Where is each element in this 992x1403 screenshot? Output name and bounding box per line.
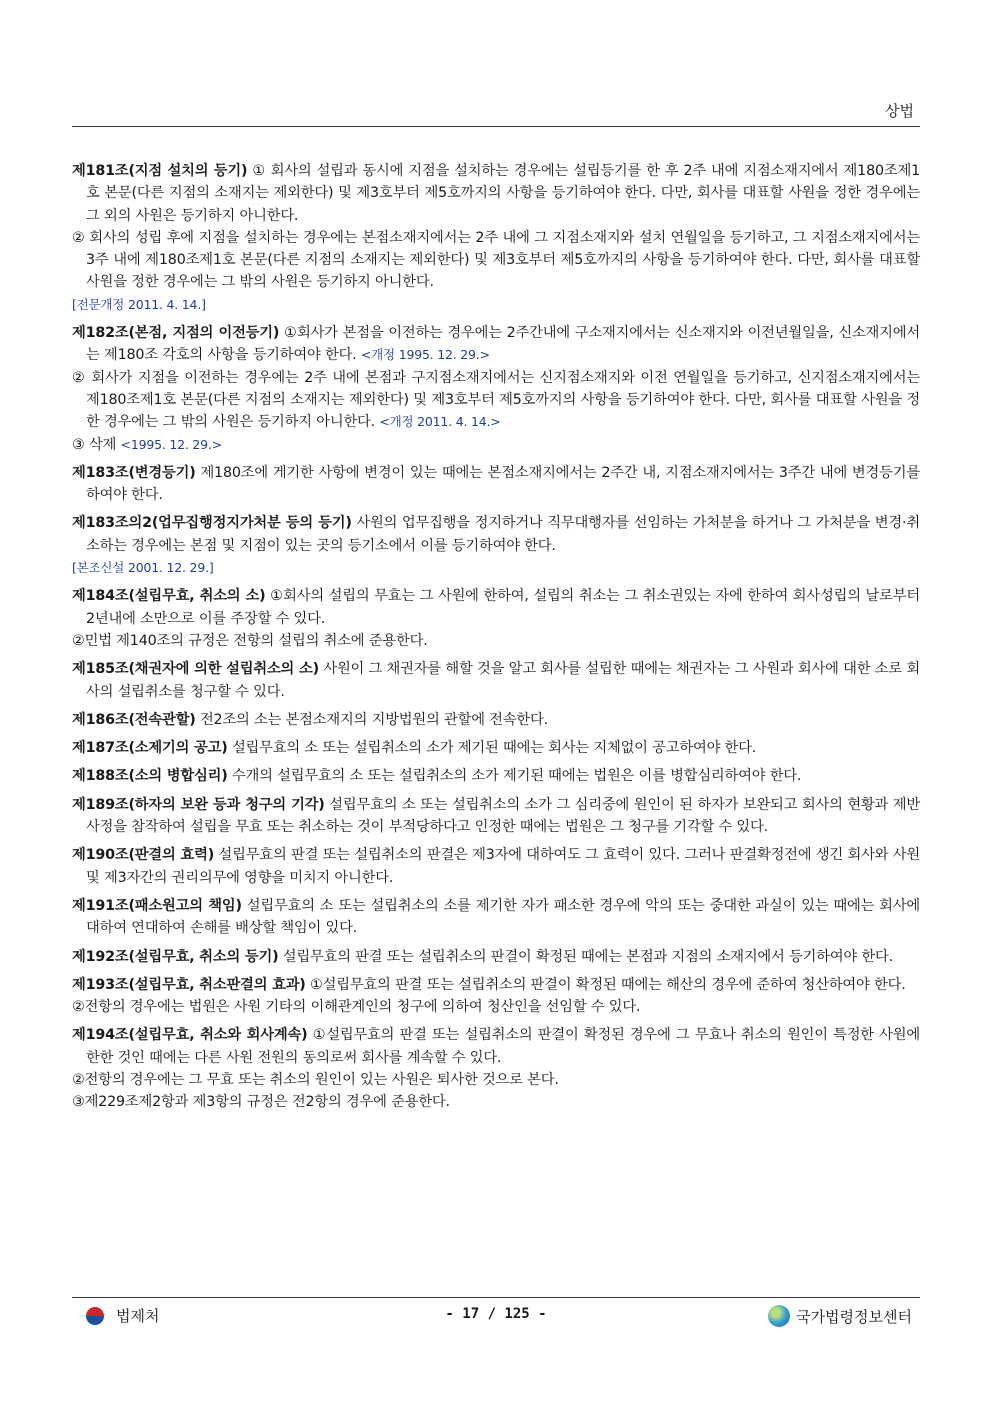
article-paragraph: 전2조의 소는 본점소재지의 지방법원의 관할에 전속한다. [199,711,548,728]
article-paragraph: ②민법 제140조의 규정은 전항의 설립의 취소에 준용한다. [72,632,428,649]
article-paragraph: 사원이 그 채권자를 해할 것을 알고 회사를 설립한 때에는 채권자는 그 사원과 회사에 대한 소로 회사의 설립취소를 청구할 수 있다. [86,661,920,700]
document-body [72,160,920,1120]
article-paragraph: ② 회사의 성립 후에 지점을 설치하는 경우에는 본점소재지에서는 2주 내에 그 지점소재지와 설치 연월일을 등기하고, 그 지점소재지에서는 3주 내에 제180조제1호 본문(다른 지점의 소재지는 제외한다) 및 제3호부터 제5호까지의 사항을 등기하여야 한다. 다만, 회사를 대표할 사원을 정한 경우에는 그 밖의 사원은 등기하지 아니한다. [72,229,920,291]
article-heading: 제181조(지점 설치의 등기) [72,163,248,179]
article-paragraph: ③ 삭제 [72,436,117,453]
article-194 [72,1024,920,1113]
amendment-note: [전문개정 2011. 4. 14.] [72,296,206,312]
article-paragraph: ① 회사의 설립과 동시에 지점을 설치하는 경우에는 설립등기를 한 후 2주 내에 지점소재지에서 제180조제1호 본문(다른 지점의 소재지는 제외한다) 및 제3호부터 제5호까지의 사항을 등기하여야 한다. 다만, 회사를 대표할 사원을 정한 경우에는 그 외의 사원은 등기하지 아니한다. [86,163,920,224]
amendment-note: <1995. 12. 29.> [120,436,222,452]
globe-logo-icon [768,1305,790,1327]
article-182 [72,322,920,456]
article-189 [72,794,920,839]
article-heading: 제183조의2(업무집행정지가처분 등의 등기) [72,515,352,532]
article-183 [72,462,920,507]
article-paragraph: ①설립무효의 판결 또는 설립취소의 판결이 확정된 경우에 그 무효나 취소의 원인이 특정한 사원에 한한 것인 때에는 다른 사원 전원의 동의로써 회사를 계속할 수 있다. [86,1027,920,1066]
header-title: 상법 [885,102,914,120]
amendment-note: <개정 1995. 12. 29.> [360,347,490,363]
article-paragraph: 사원의 업무집행을 정지하거나 직무대행자를 선임하는 가처분을 하거나 그 가처분을 변경·취소하는 경우에는 본점 및 지점이 있는 곳의 등기소에서 이를 등기하여야 한다. [86,515,920,554]
footer-publisher: 법제처 [116,1307,160,1325]
footer-source: 국가법령정보센터 [796,1307,912,1326]
article-paragraph: ①회사의 설립의 무효는 그 사원에 한하여, 설립의 취소는 그 취소권있는 자에 한하여 회사성립의 날로부터 2년내에 소만으로 이를 주장할 수 있다. [86,588,920,627]
article-186 [72,709,920,731]
article-paragraph: 수개의 설립무효의 소 또는 설립취소의 소가 제기된 때에는 법원은 이를 병합심리하여야 한다. [231,768,802,785]
article-paragraph: ②전항의 경우에는 그 무효 또는 취소의 원인이 있는 사원은 퇴사한 것으로 본다. [72,1071,559,1088]
page-number: - 17 / 125 - [445,1306,547,1322]
article-heading: 제185조(채권자에 의한 설립취소의 소) [72,661,319,678]
article-187 [72,737,920,759]
article-191 [72,895,920,940]
article-184 [72,585,920,652]
article-185 [72,658,920,703]
article-heading: 제190조(판결의 효력) [72,847,215,864]
header-divider [72,126,920,127]
amendment-note: <개정 2011. 4. 14.> [379,414,501,430]
article-paragraph: ①회사가 본점을 이전하는 경우에는 2주간내에 구소재지에서는 신소재지와 이전년월일을, 신소재지에서는 제180조 각호의 사항을 등기하여야 한다. [86,325,920,364]
article-paragraph: ②전항의 경우에는 법원은 사원 기타의 이해관계인의 청구에 의하여 청산인을 선임할 수 있다. [72,999,641,1016]
article-192 [72,946,920,968]
article-heading: 제182조(본점, 지점의 이전등기) [72,325,280,342]
article-heading: 제189조(하자의 보완 등과 청구의 기각) [72,796,325,813]
article-heading: 제193조(설립무효, 취소판결의 효과) [72,976,306,993]
article-heading: 제188조(소의 병합심리) [72,768,228,785]
amendment-note: [본조신설 2001. 12. 29.] [72,560,214,576]
article-paragraph: 설립무효의 소 또는 설립취소의 소가 제기된 때에는 회사는 지체없이 공고하여야 한다. [231,740,757,757]
article-190 [72,844,920,889]
article-heading: 제194조(설립무효, 취소와 회사계속) [72,1027,308,1044]
article-paragraph: ③제229조제2항과 제3항의 규정은 전2항의 경우에 준용한다. [72,1094,450,1111]
article-paragraph: 설립무효의 판결 또는 설립취소의 판결이 확정된 때에는 본점과 지점의 소재지에서 등기하여야 한다. [282,948,893,965]
article-paragraph: 제180조에 게기한 사항에 변경이 있는 때에는 본점소재지에서는 2주간 내, 지점소재지에서는 3주간 내에 변경등기를 하여야 한다. [86,464,920,504]
article-paragraph: ①설립무효의 판결 또는 설립취소의 판결이 확정된 때에는 해산의 경우에 준하여 청산하여야 한다. [310,976,906,993]
article-heading: 제192조(설립무효, 취소의 등기) [72,948,279,965]
article-183-2 [72,512,920,579]
article-188 [72,765,920,787]
article-paragraph: 설립무효의 소 또는 설립취소의 소를 제기한 자가 패소한 경우에 악의 또는 중대한 과실이 있는 때에는 회사에 대하여 연대하여 손해를 배상할 책임이 있다. [86,897,921,937]
article-heading: 제191조(패소원고의 책임) [72,897,242,914]
article-heading: 제184조(설립무효, 취소의 소) [72,588,266,605]
footer-right [768,1305,912,1327]
article-paragraph: 설립무효의 판결 또는 설립취소의 판결은 제3자에 대하여도 그 효력이 있다. 그러나 판결확정전에 생긴 회사와 사원 및 제3자간의 권리의무에 영향을 미치지 아니한다. [86,847,920,886]
article-heading: 제187조(소제기의 공고) [72,740,228,757]
article-193 [72,974,920,1019]
footer-divider [72,1297,920,1298]
page-footer [72,1303,920,1331]
article-181 [72,160,920,316]
article-paragraph: ② 회사가 지점을 이전하는 경우에는 2주 내에 본점과 구지점소재지에서는 신지점소재지와 이전 연월일을 등기하고, 신지점소재지에서는 제180조제1호 본문(다른 지점의 소재지는 제외한다) 및 제3호부터 제5호까지의 사항을 등기하여야 한다. 다만, 회사를 대표할 사원을 정한 경우에는 그 밖의 사원은 등기하지 아니한다. [72,369,920,431]
article-heading: 제183조(변경등기) [72,464,196,481]
article-heading: 제186조(전속관할) [72,711,196,728]
article-paragraph: 설립무효의 소 또는 설립취소의 소가 그 심리중에 원인이 된 하자가 보완되고 회사의 현황과 제반사정을 참작하여 설립을 무효 또는 취소하는 것이 부적당하다고 인정한 때에는 법원은 그 청구를 기각할 수 있다. [86,796,920,836]
